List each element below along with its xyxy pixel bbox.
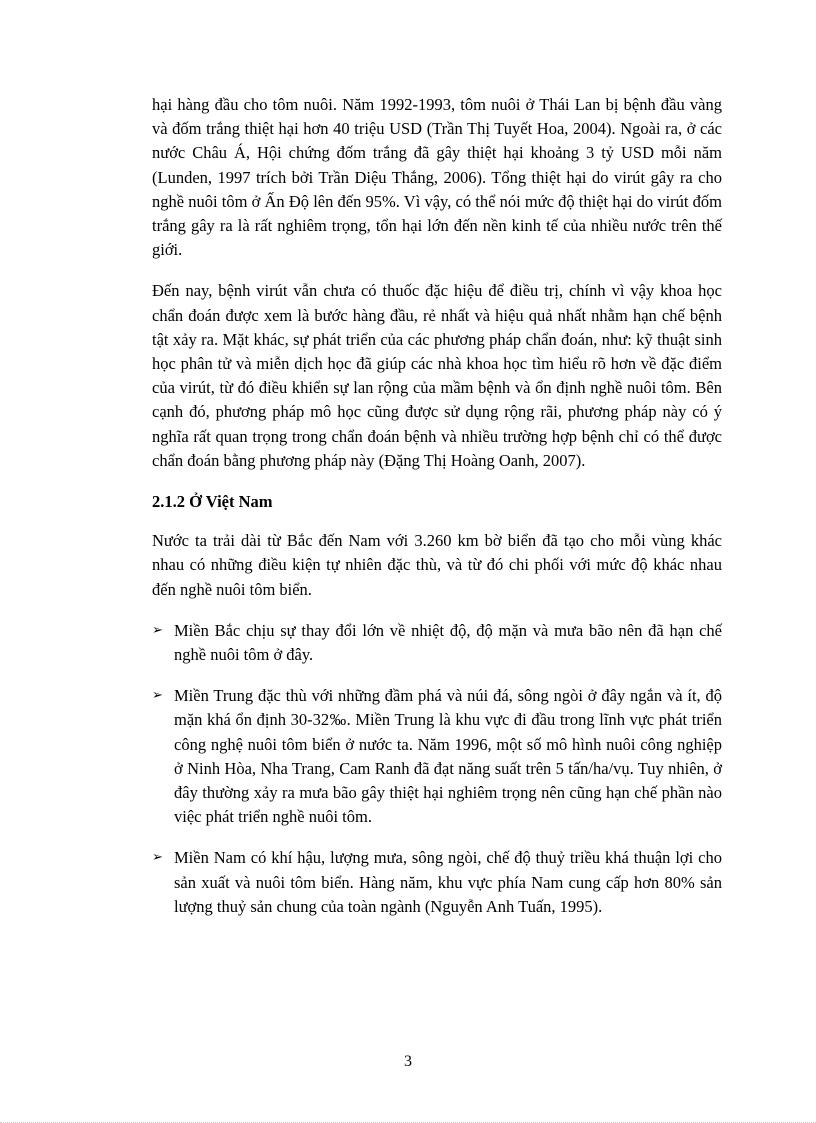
- region-bullet-list: [152, 619, 722, 919]
- section-heading: 2.1.2 Ở Việt Nam: [152, 492, 273, 512]
- page-number: 3: [404, 1053, 412, 1070]
- bullet-item-central: [152, 684, 722, 829]
- arrow-bullet-icon: ➢: [152, 688, 163, 704]
- paragraph-3: Nước ta trải dài từ Bắc đến Nam với 3.260 km bờ biển đã tạo cho mỗi vùng khác nhau có những điều kiện tự nhiên đặc thù, và từ đó chi phối với mức độ khác nhau đến nghề nuôi tôm biển.: [152, 531, 722, 599]
- bullet-item-south: [152, 846, 722, 919]
- arrow-bullet-icon: ➢: [152, 622, 163, 638]
- bullet-item-north: [152, 619, 722, 667]
- bullet-text: Miền Nam có khí hậu, lượng mưa, sông ngòi, chế độ thuỷ triều khá thuận lợi cho sản xuất và nuôi tôm biển. Hàng năm, khu vực phía Nam cung cấp hơn 80% sản lượng thuỷ sản chung của toàn ngành (Nguyễn Anh Tuấn, 1995).: [174, 848, 722, 916]
- paragraph-1: hại hàng đầu cho tôm nuôi. Năm 1992-1993, tôm nuôi ở Thái Lan bị bệnh đầu vàng và đốm trắng thiệt hại hơn 40 triệu USD (Trần Thị Tuyết Hoa, 2004). Ngoài ra, ở các nước Châu Á, Hội chứng đốm trắng đã gây thiệt hại khoảng 3 tỷ USD mỗi năm (Lunden, 1997 trích bởi Trần Diệu Thắng, 2006). Tổng thiệt hại do virút gây ra cho nghề nuôi tôm ở Ấn Độ lên đến 95%. Vì vậy, có thể nói mức độ thiệt hại do virút đốm trắng gây ra là rất nghiêm trọng, tổn hại lớn đến nền kinh tế của nhiều nước trên thế giới.: [152, 95, 722, 260]
- arrow-bullet-icon: ➢: [152, 850, 163, 866]
- paragraph-2: Đến nay, bệnh virút vẫn chưa có thuốc đặc hiệu để điều trị, chính vì vậy khoa học chẩn đoán được xem là bước hàng đầu, rẻ nhất và hiệu quả nhất nhằm hạn chế bệnh tật xảy ra. Mặt khác, sự phát triển của các phương pháp chẩn đoán, như: kỹ thuật sinh học phân tử và miễn dịch học đã giúp các nhà khoa học tìm hiểu rõ hơn về đặc điểm của virút, từ đó điều khiển sự lan rộng của mầm bệnh và ổn định nghề nuôi tôm. Bên cạnh đó, phương pháp mô học cũng được sử dụng rộng rãi, phương pháp này có ý nghĩa rất quan trọng trong chẩn đoán bệnh và nhiều trường hợp bệnh chỉ có thể được chẩn đoán bằng phương pháp này (Đặng Thị Hoàng Oanh, 2007).: [152, 281, 722, 470]
- bullet-text: Miền Trung đặc thù với những đầm phá và núi đá, sông ngòi ở đây ngắn và ít, độ mặn khá ổn định 30-32‰. Miền Trung là khu vực đi đầu trong lĩnh vực phát triển công nghệ nuôi tôm biển ở nước ta. Năm 1996, một số mô hình nuôi công nghiệp ở Ninh Hòa, Nha Trang, Cam Ranh đã đạt năng suất trên 5 tấn/ha/vụ. Tuy nhiên, ở đây thường xảy ra mưa bão gây thiệt hại nghiêm trọng nên cũng hạn chế phần nào việc phát triển nghề nuôi tôm.: [174, 686, 722, 827]
- page-content: [152, 93, 722, 936]
- bullet-text: Miền Bắc chịu sự thay đổi lớn về nhiệt độ, độ mặn và mưa bão nên đã hạn chế nghề nuôi tôm ở đây.: [174, 620, 722, 665]
